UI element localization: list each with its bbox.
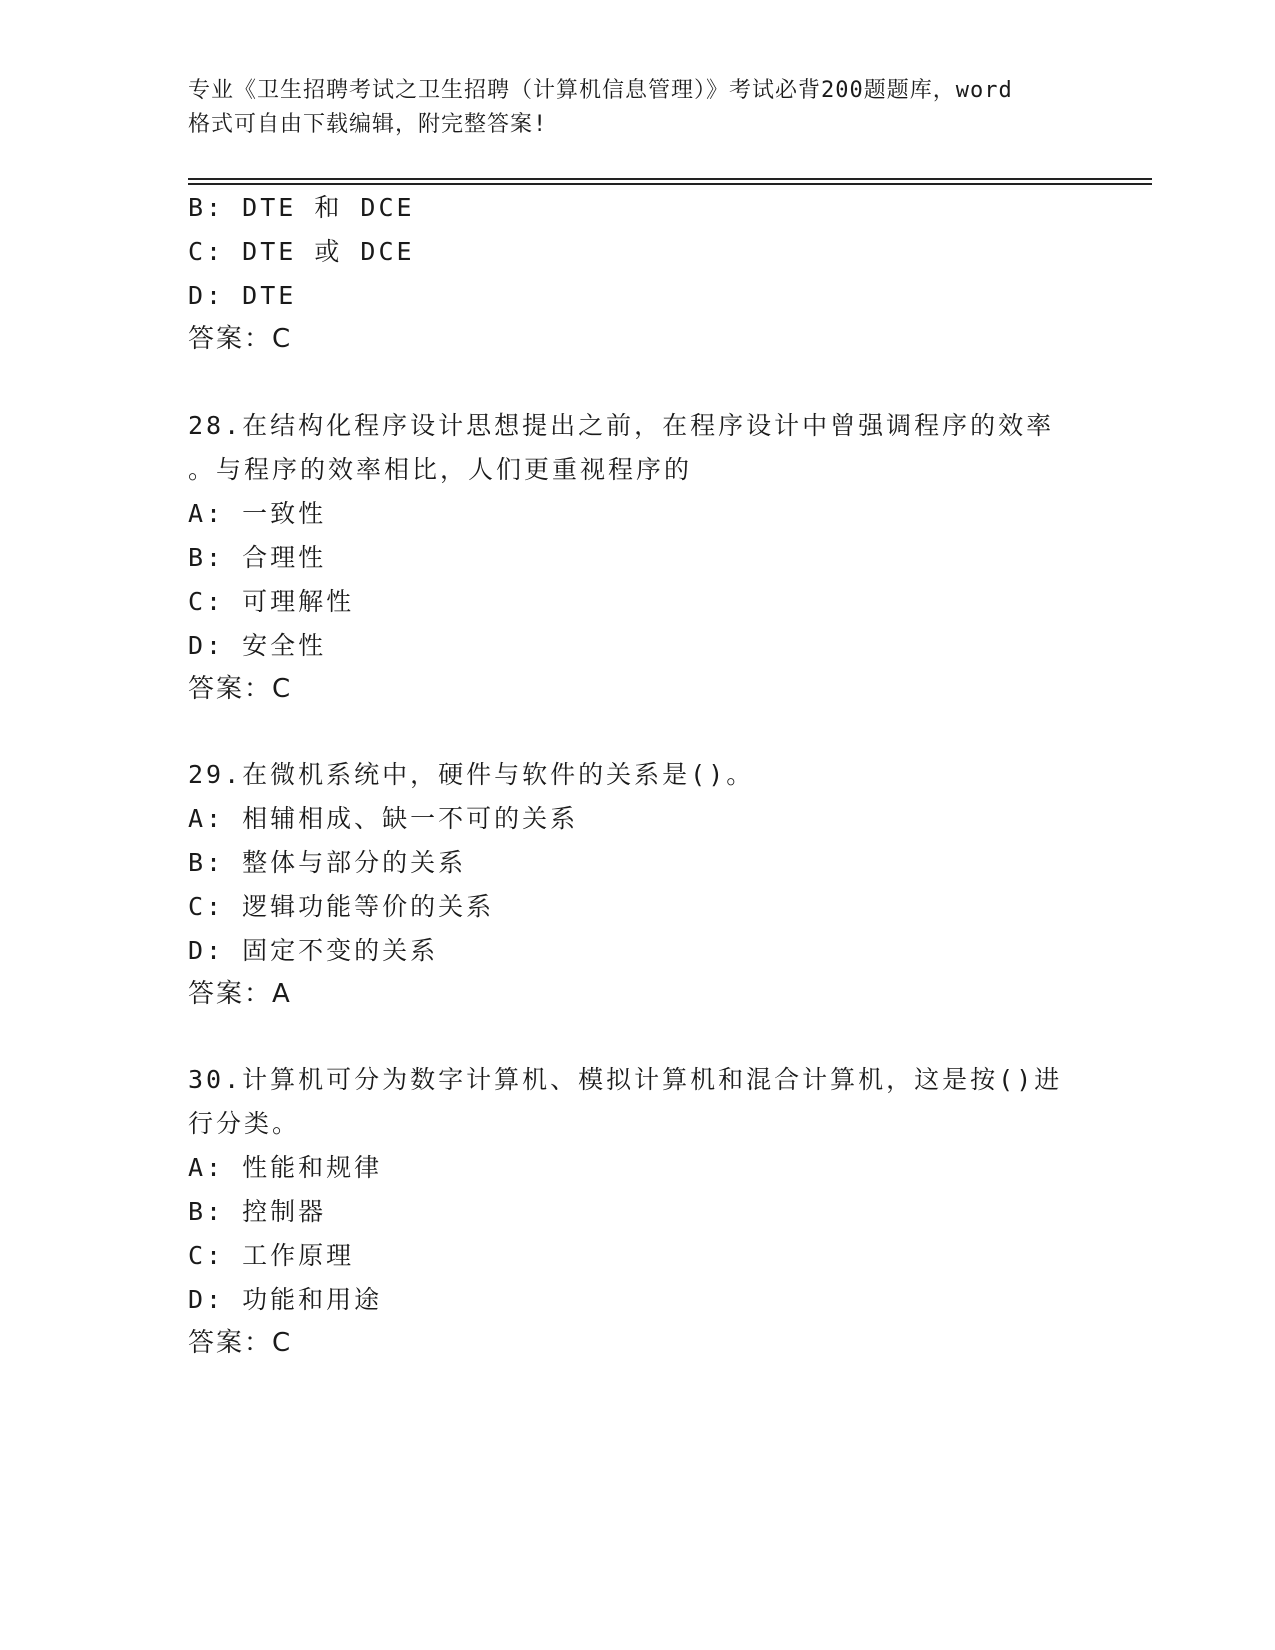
q27-option-c: C: DTE 或 DCE xyxy=(188,237,415,266)
q28-option-c: C: 可理解性 xyxy=(188,587,355,616)
q29-question-line-1: 29.在微机系统中，硬件与软件的关系是()。 xyxy=(188,760,755,789)
q27-answer: 答案：C xyxy=(188,324,293,354)
q30-option-b: B: 控制器 xyxy=(188,1197,327,1226)
q30-option-a: A: 性能和规律 xyxy=(188,1153,383,1182)
q29-option-b: B: 整体与部分的关系 xyxy=(188,848,467,877)
q28-question-line-2: 。与程序的效率相比，人们更重视程序的 xyxy=(188,455,693,484)
q29-answer: 答案：A xyxy=(188,979,292,1009)
header-line-2: 格式可自由下载编辑，附完整答案! xyxy=(188,112,548,137)
q28-question-line-1: 28.在结构化程序设计思想提出之前，在程序设计中曾强调程序的效率 xyxy=(188,411,1055,440)
q27-option-d: D: DTE xyxy=(188,281,297,310)
q30-option-d: D: 功能和用途 xyxy=(188,1285,383,1314)
q30-question-line-1: 30.计算机可分为数字计算机、模拟计算机和混合计算机，这是按()进 xyxy=(188,1065,1063,1094)
header-rule-top xyxy=(188,178,1152,180)
q28-option-a: A: 一致性 xyxy=(188,499,327,528)
q28-answer: 答案：C xyxy=(188,674,293,704)
q29-option-c: C: 逻辑功能等价的关系 xyxy=(188,892,495,921)
document-header xyxy=(188,74,1088,142)
q28-option-b: B: 合理性 xyxy=(188,543,327,572)
q29-option-a: A: 相辅相成、缺一不可的关系 xyxy=(188,804,579,833)
header-line-1: 专业《卫生招聘考试之卫生招聘（计算机信息管理）》考试必背200题题库，word xyxy=(188,78,1013,103)
header-rule-bottom xyxy=(188,183,1152,185)
q28-option-d: D: 安全性 xyxy=(188,631,327,660)
q29-option-d: D: 固定不变的关系 xyxy=(188,936,439,965)
q27-option-b: B: DTE 和 DCE xyxy=(188,193,415,222)
q30-question-line-2: 行分类。 xyxy=(188,1109,301,1138)
q30-option-c: C: 工作原理 xyxy=(188,1241,355,1270)
q30-answer: 答案：C xyxy=(188,1328,293,1358)
